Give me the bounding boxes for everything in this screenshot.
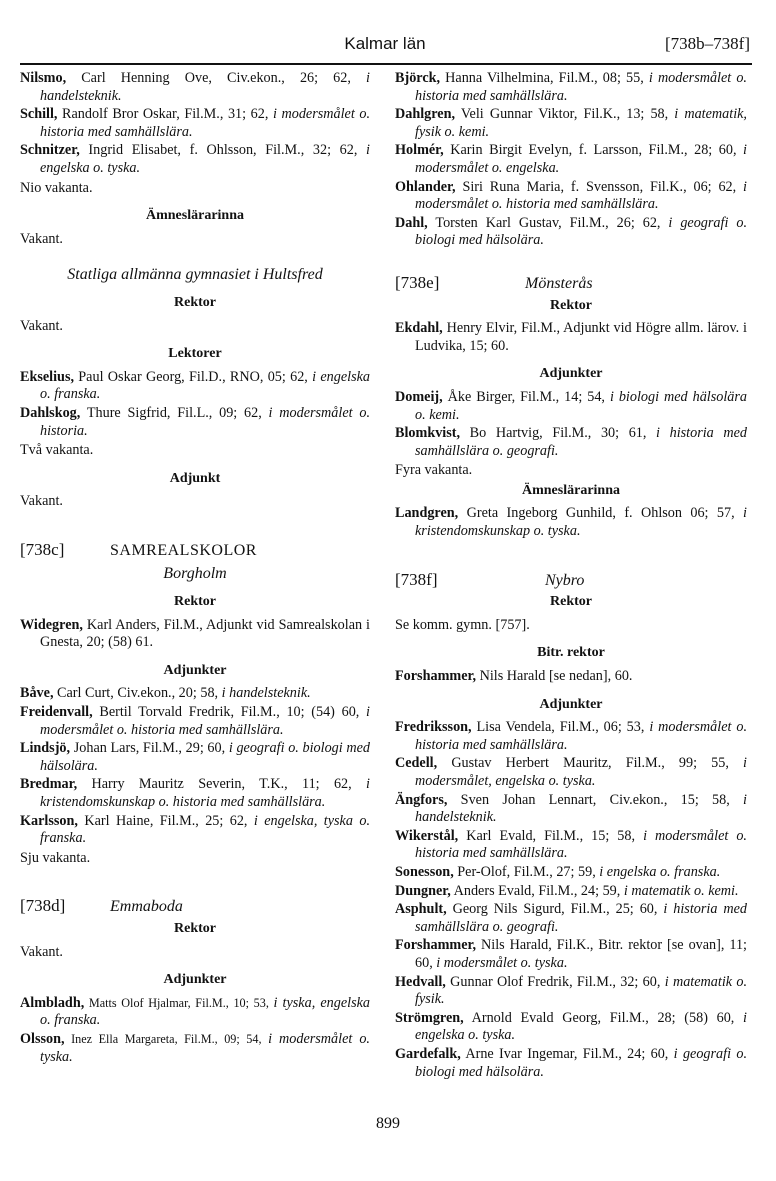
staff-subjects: i geografi o. biologi med hälsolära. (415, 214, 747, 249)
staff-entry (20, 142, 370, 177)
staff-entry (395, 505, 747, 540)
left-column (20, 70, 370, 1067)
section-code: [738e] (395, 272, 440, 292)
staff-details: Matts Olof Hjalmar, Fil.M., 10; 53, (84, 995, 274, 1010)
entry-list (395, 668, 747, 686)
staff-subjects: i engelska o. tyska. (415, 1009, 747, 1044)
staff-details: Paul Oskar Georg, Fil.D., RNO, 05; 62, (74, 368, 313, 385)
role-heading: Rektor (174, 294, 216, 310)
staff-details: Per-Olof, Fil.M., 27; 59, (453, 863, 600, 880)
role-heading: Adjunkter (163, 972, 227, 988)
staff-details: Lisa Vendela, Fil.M., 06; 53, (471, 719, 650, 736)
staff-entry (395, 668, 747, 686)
staff-details: Bertil Torvald Fredrik, Fil.M., 10; (54) 60, (92, 704, 367, 721)
staff-name: Almbladh, (20, 994, 85, 1011)
vacancy-note: Vakant. (20, 230, 63, 247)
staff-name: Domeij, (395, 388, 443, 405)
staff-name: Ängfors, (395, 791, 448, 808)
section-title: Mönsterås (525, 274, 593, 292)
staff-details: Carl Henning Ove, Civ.ekon., 26; 62, (66, 70, 367, 86)
staff-entry (395, 106, 747, 141)
staff-entry (395, 864, 747, 882)
staff-name: Landgren, (395, 505, 459, 522)
school-title: Borgholm (163, 565, 227, 583)
staff-entry (395, 974, 747, 1009)
staff-subjects: i modersmålet o. historia med samhällslära. (40, 704, 370, 738)
staff-name: Dahlskog, (20, 404, 81, 421)
staff-entry (20, 740, 370, 775)
staff-name: Strömgren, (395, 1009, 464, 1026)
role-heading: Rektor (550, 594, 592, 610)
section-title: SAMREALSKOLOR (110, 541, 257, 559)
header-rule (20, 63, 752, 65)
staff-name: Forshammer, (395, 668, 477, 685)
staff-details: Karl Anders, Fil.M., Adjunkt vid Samrealskolan i Gnesta, 20; (58) 61. (40, 616, 370, 651)
staff-details: Inez Ella Margareta, Fil.M., 09; 54, (64, 1031, 269, 1046)
vacancy-note: Vakant. (20, 493, 63, 510)
staff-entry (20, 405, 370, 440)
staff-entry (395, 70, 747, 105)
entry-list (20, 995, 370, 1066)
staff-subjects: i modersmålet, engelska o. tyska. (415, 755, 747, 789)
role-heading: Rektor (550, 297, 592, 313)
staff-name: Freidenvall, (20, 704, 93, 721)
staff-name: Hedvall, (395, 973, 446, 990)
staff-details: Thure Sigfrid, Fil.L., 09; 62, (80, 404, 269, 421)
staff-subjects: i kristendomskunskap o. historia med samhällslära. (40, 776, 370, 810)
staff-details: Nils Harald [se nedan], 60. (476, 668, 633, 685)
staff-details: Karin Birgit Evelyn, f. Larsson, Fil.M., 28; 60, (443, 142, 744, 159)
staff-subjects: i geografi o. biologi med hälsolära. (40, 740, 371, 774)
staff-entry (20, 106, 370, 141)
staff-name: Fredriksson, (395, 719, 472, 736)
page-header (20, 34, 750, 60)
staff-subjects: i matematik, fysik o. kemi. (415, 106, 747, 140)
staff-subjects: i modersmålet o. historia med samhällslära. (415, 827, 747, 862)
staff-subjects: i modersmålet o. historia med samhällslära. (415, 178, 747, 213)
staff-name: Olsson, (20, 1030, 65, 1047)
staff-entry (395, 142, 747, 177)
staff-subjects: i engelska, tyska o. franska. (40, 812, 370, 847)
staff-entry (395, 755, 747, 790)
staff-name: Schill, (20, 106, 58, 123)
entry-list (395, 505, 747, 540)
staff-details: Veli Gunnar Viktor, Fil.K., 13; 58, (455, 106, 675, 123)
staff-entry (395, 719, 747, 754)
staff-subjects: i handelsteknik. (40, 70, 370, 104)
staff-subjects: i engelska o. tyska. (40, 142, 370, 176)
staff-details: Arne Ivar Ingemar, Fil.M., 24; 60, (460, 1045, 674, 1062)
staff-name: Båve, (20, 685, 54, 702)
staff-details: Gunnar Olof Fredrik, Fil.M., 32; 60, (445, 973, 665, 990)
role-heading: Rektor (174, 594, 216, 610)
staff-entry (395, 1010, 747, 1045)
staff-subjects: i handelsteknik. (415, 791, 747, 826)
entry-list (395, 389, 747, 460)
role-heading: Adjunkter (163, 662, 227, 678)
staff-details: Gustav Herbert Mauritz, Fil.M., 99; 55, (437, 755, 744, 772)
staff-entry (20, 813, 370, 848)
staff-entry (20, 704, 370, 739)
role-heading: Adjunkter (539, 366, 603, 382)
vacancy-note: Fyra vakanta. (395, 462, 473, 479)
running-title: Kalmar län (344, 34, 426, 53)
staff-subjects: i modersmålet o. engelska. (415, 142, 747, 176)
staff-name: Gardefalk, (395, 1045, 461, 1062)
staff-entry (20, 776, 370, 811)
cross-reference: Se komm. gymn. [757]. (395, 616, 530, 633)
staff-entry (395, 320, 747, 355)
staff-subjects: i matematik o. fysik. (415, 973, 748, 1008)
staff-details: Arnold Evald Georg, Fil.M., 28; (58) 60, (463, 1009, 744, 1026)
staff-details: Georg Nils Sigurd, Fil.M., 25; 60, (446, 901, 664, 918)
staff-subjects: i handelsteknik. (221, 685, 311, 702)
staff-details: Bo Hartvig, Fil.M., 30; 61, (460, 425, 657, 442)
school-title: Statliga allmänna gymnasiet i Hultsfred (67, 266, 323, 284)
role-heading: Ämneslärarinna (146, 208, 244, 224)
staff-entry (395, 828, 747, 863)
staff-entry (395, 389, 747, 424)
section-heading-738e (395, 274, 747, 293)
staff-name: Forshammer, (395, 937, 477, 954)
entry-list (395, 320, 747, 355)
staff-subjects: i biologi med hälsolära o. kemi. (415, 388, 747, 423)
staff-details: Siri Runa Maria, f. Svensson, Fil.K., 06; 62, (455, 178, 744, 195)
staff-subjects: i kristendomskunskap o. tyska. (415, 505, 747, 540)
staff-entry (395, 179, 747, 214)
page-number: 899 (376, 1115, 400, 1132)
section-heading-738c (20, 541, 370, 560)
staff-entry (395, 792, 747, 827)
section-title: Nybro (545, 571, 585, 589)
staff-subjects: i matematik o. kemi. (623, 882, 739, 899)
staff-entry (20, 1031, 370, 1066)
role-heading: Adjunkt (169, 470, 221, 486)
staff-name: Wikerstål, (395, 827, 459, 844)
staff-details: Karl Evald, Fil.M., 15; 58, (458, 827, 644, 844)
staff-entry (20, 995, 370, 1030)
staff-name: Karlsson, (20, 812, 78, 829)
staff-subjects: i historia med samhällslära o. geografi. (415, 901, 747, 935)
staff-details: Åke Birger, Fil.M., 14; 54, (442, 388, 610, 405)
staff-name: Cedell, (395, 755, 438, 772)
staff-name: Widegren, (20, 616, 83, 633)
staff-details: Anders Evald, Fil.M., 24; 59, (450, 882, 624, 899)
staff-entry (20, 70, 370, 105)
staff-subjects: i modersmålet o. historia med samhällslära. (415, 719, 747, 753)
vacancy-note: Två vakanta. (20, 442, 94, 459)
section-heading-738d (20, 897, 370, 916)
vacancy-note: Vakant. (20, 317, 63, 334)
staff-name: Bredmar, (20, 776, 78, 793)
staff-subjects: i engelska o. franska. (599, 863, 721, 880)
staff-subjects: i geografi o. biologi med hälsolära. (415, 1045, 747, 1080)
staff-subjects: i modersmålet o. tyska. (436, 954, 568, 971)
staff-entry (395, 1046, 747, 1081)
vacancy-note: Sju vakanta. (20, 849, 91, 866)
staff-name: Ohlander, (395, 178, 456, 195)
staff-subjects: i historia med samhällslära o. geografi. (415, 425, 747, 459)
role-heading: Ämneslärarinna (522, 482, 620, 498)
section-code: [738d] (20, 896, 66, 916)
staff-subjects: i modersmålet o. historia med samhällslära. (415, 70, 747, 104)
role-heading: Bitr. rektor (537, 645, 605, 661)
staff-entry (395, 883, 747, 901)
staff-subjects: i tyska, engelska o. franska. (40, 994, 370, 1029)
staff-entry (20, 369, 370, 404)
staff-details: Nils Harald, Fil.K., Bitr. rektor [se ovan], 11; 60, (415, 937, 747, 971)
staff-name: Dahlgren, (395, 106, 456, 123)
entry-list (395, 70, 747, 250)
vacancy-note: Nio vakanta. (20, 179, 93, 196)
staff-name: Holmér, (395, 142, 444, 159)
staff-name: Dungner, (395, 882, 451, 899)
staff-name: Björck, (395, 70, 441, 86)
section-heading-738f (395, 571, 747, 590)
staff-name: Ekselius, (20, 368, 75, 385)
staff-name: Blomkvist, (395, 425, 461, 442)
staff-entry (395, 937, 747, 972)
entry-list (20, 369, 370, 440)
staff-details: Karl Haine, Fil.M., 25; 62, (77, 812, 254, 829)
entry-list (20, 617, 370, 652)
staff-details: Sven Johan Lennart, Civ.ekon., 15; 58, (447, 791, 744, 808)
staff-name: Schnitzer, (20, 142, 80, 159)
role-heading: Adjunkter (539, 696, 603, 712)
entry-list (395, 719, 747, 1081)
staff-subjects: i modersmålet o. tyska. (40, 1030, 370, 1065)
staff-entry (395, 215, 747, 250)
right-column (395, 70, 747, 1082)
staff-subjects: i modersmålet o. historia med samhällslära. (40, 106, 370, 140)
staff-details: Hanna Vilhelmina, Fil.M., 08; 55, (440, 70, 649, 86)
staff-subjects: i modersmålet o. historia. (40, 404, 370, 439)
staff-details: Harry Mauritz Severin, T.K., 11; 62, (77, 776, 367, 793)
staff-details: Ingrid Elisabet, f. Ohlsson, Fil.M., 32; 62, (79, 142, 367, 159)
staff-name: Asphult, (395, 901, 447, 918)
entry-list (20, 70, 370, 178)
staff-entry (20, 617, 370, 652)
staff-name: Sonesson, (395, 863, 454, 880)
section-code: [738c] (20, 539, 65, 559)
staff-entry (395, 425, 747, 460)
section-title: Emmaboda (110, 898, 183, 916)
staff-name: Lindsjö, (20, 740, 71, 757)
staff-details: Henry Elvir, Fil.M., Adjunkt vid Högre allm. lärov. i Ludvika, 15; 60. (415, 320, 747, 354)
staff-details: Johan Lars, Fil.M., 29; 60, (70, 740, 229, 757)
staff-details: Carl Curt, Civ.ekon., 20; 58, (53, 685, 222, 702)
section-code: [738f] (395, 569, 438, 589)
role-heading: Lektorer (168, 346, 222, 362)
staff-entry (395, 901, 747, 936)
staff-name: Dahl, (395, 214, 428, 231)
vacancy-note: Vakant. (20, 943, 63, 960)
staff-entry (20, 685, 370, 703)
staff-name: Ekdahl, (395, 320, 443, 337)
entry-list (20, 685, 370, 847)
section-range: [738b–738f] (665, 34, 750, 53)
staff-details: Torsten Karl Gustav, Fil.M., 26; 62, (427, 214, 669, 231)
staff-subjects: i engelska o. franska. (40, 368, 370, 403)
staff-name: Nilsmo, (20, 70, 67, 86)
staff-details: Randolf Bror Oskar, Fil.M., 31; 62, (57, 106, 273, 123)
role-heading: Rektor (174, 920, 216, 936)
staff-details: Greta Ingeborg Gunhild, f. Ohlson 06; 57, (458, 505, 744, 522)
